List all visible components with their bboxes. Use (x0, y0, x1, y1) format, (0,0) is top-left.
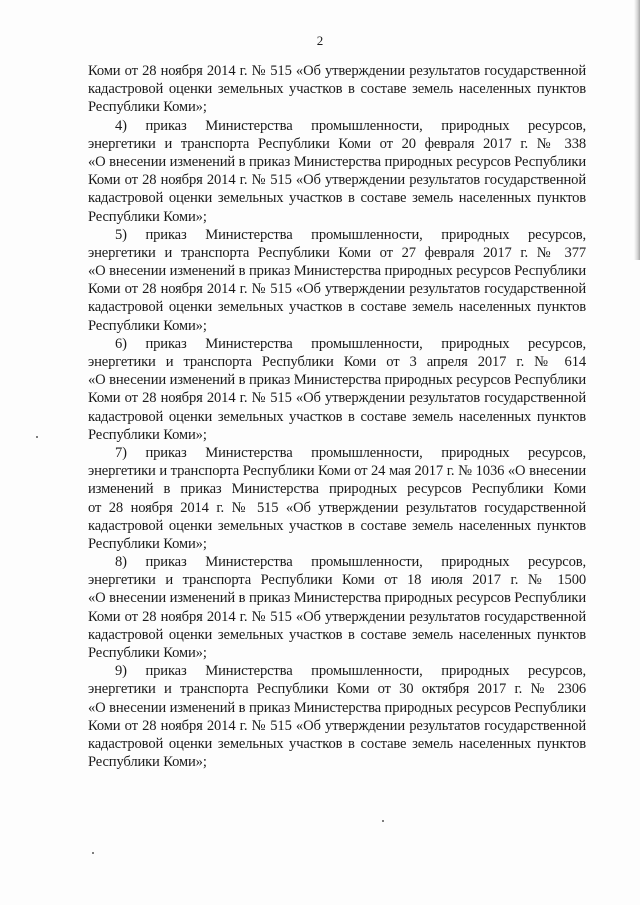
text-line: энергетики и транспорта Республики Коми от 20 февраля 2017 г. № 338 (88, 135, 586, 152)
text-line: Республики Коми»; (88, 99, 207, 116)
page-number: 2 (316, 33, 324, 48)
text-line: «О внесении изменений в приказ Министерства природных ресурсов Республики (88, 263, 586, 280)
text-line: энергетики и транспорта Республики Коми от 30 октября 2017 г. № 2306 (88, 681, 586, 698)
text-line: 6) приказ Министерства промышленности, природных ресурсов, (115, 335, 586, 352)
text-line: «О внесении изменений в приказ Министерства природных ресурсов Республики (88, 699, 586, 716)
paragraph (88, 444, 586, 553)
paragraph (88, 662, 586, 771)
text-line: 7) приказ Министерства промышленности, природных ресурсов, (115, 444, 586, 461)
text-line: кадастровой оценки земельных участков в составе земель населенных пунктов (88, 626, 586, 643)
text-line: энергетики и транспорта Республики Коми от 3 апреля 2017 г. № 614 (88, 354, 586, 370)
paragraph (88, 117, 586, 226)
text-line: кадастровой оценки земельных участков в составе земель населенных пунктов (88, 81, 586, 98)
text-line: Республики Коми»; (88, 317, 207, 334)
paragraph (88, 62, 586, 117)
scan-speck (36, 436, 38, 438)
scan-speck (92, 852, 94, 854)
text-line: 8) приказ Министерства промышленности, природных ресурсов, (115, 554, 586, 571)
paragraph (88, 553, 586, 662)
paragraph (88, 335, 586, 444)
text-line: Коми от 28 ноября 2014 г. № 515 «Об утверждении результатов государственной (88, 172, 586, 189)
text-line: кадастровой оценки земельных участков в составе земель населенных пунктов (88, 190, 586, 207)
text-line: Коми от 28 ноября 2014 г. № 515 «Об утверждении результатов государственной (88, 63, 586, 79)
document-body (88, 62, 586, 771)
text-line: кадастровой оценки земельных участков в составе земель населенных пунктов (88, 517, 586, 534)
text-line: Республики Коми»; (88, 754, 207, 771)
text-line: «О внесении изменений в приказ Министерства природных ресурсов Республики (88, 153, 586, 170)
text-line: 4) приказ Министерства промышленности, природных ресурсов, (115, 117, 586, 134)
text-line: Республики Коми»; (88, 645, 207, 661)
text-line: «О внесении изменений в приказ Министерства природных ресурсов Республики (88, 372, 586, 389)
scan-speck (382, 820, 384, 822)
text-line: от 28 ноября 2014 г. № 515 «Об утверждении результатов государственной (88, 499, 586, 516)
text-line: энергетики и транспорта Республики Коми от 18 июля 2017 г. № 1500 (88, 572, 586, 589)
text-line: энергетики и транспорта Республики Коми от 24 мая 2017 г. № 1036 «О внесении (88, 463, 586, 480)
text-line: изменений в приказ Министерства природных ресурсов Республики Коми (88, 481, 586, 498)
text-line: 9) приказ Министерства промышленности, природных ресурсов, (115, 663, 586, 680)
text-line: Коми от 28 ноября 2014 г. № 515 «Об утверждении результатов государственной (88, 390, 586, 407)
text-line: Республики Коми»; (88, 426, 207, 443)
text-line: кадастровой оценки земельных участков в составе земель населенных пунктов (88, 408, 586, 425)
paragraph (88, 226, 586, 335)
text-line: Коми от 28 ноября 2014 г. № 515 «Об утверждении результатов государственной (88, 281, 586, 298)
text-line: «О внесении изменений в приказ Министерства природных ресурсов Республики (88, 590, 586, 607)
text-line: Республики Коми»; (88, 535, 207, 552)
text-line: Республики Коми»; (88, 208, 207, 225)
text-line: 5) приказ Министерства промышленности, природных ресурсов, (115, 226, 586, 243)
text-line: кадастровой оценки земельных участков в составе земель населенных пунктов (88, 735, 586, 752)
text-line: кадастровой оценки земельных участков в составе земель населенных пунктов (88, 299, 586, 316)
text-line: энергетики и транспорта Республики Коми от 27 февраля 2017 г. № 377 (88, 244, 586, 261)
text-line: Коми от 28 ноября 2014 г. № 515 «Об утверждении результатов государственной (88, 608, 586, 625)
text-line: Коми от 28 ноября 2014 г. № 515 «Об утверждении результатов государственной (88, 717, 586, 734)
